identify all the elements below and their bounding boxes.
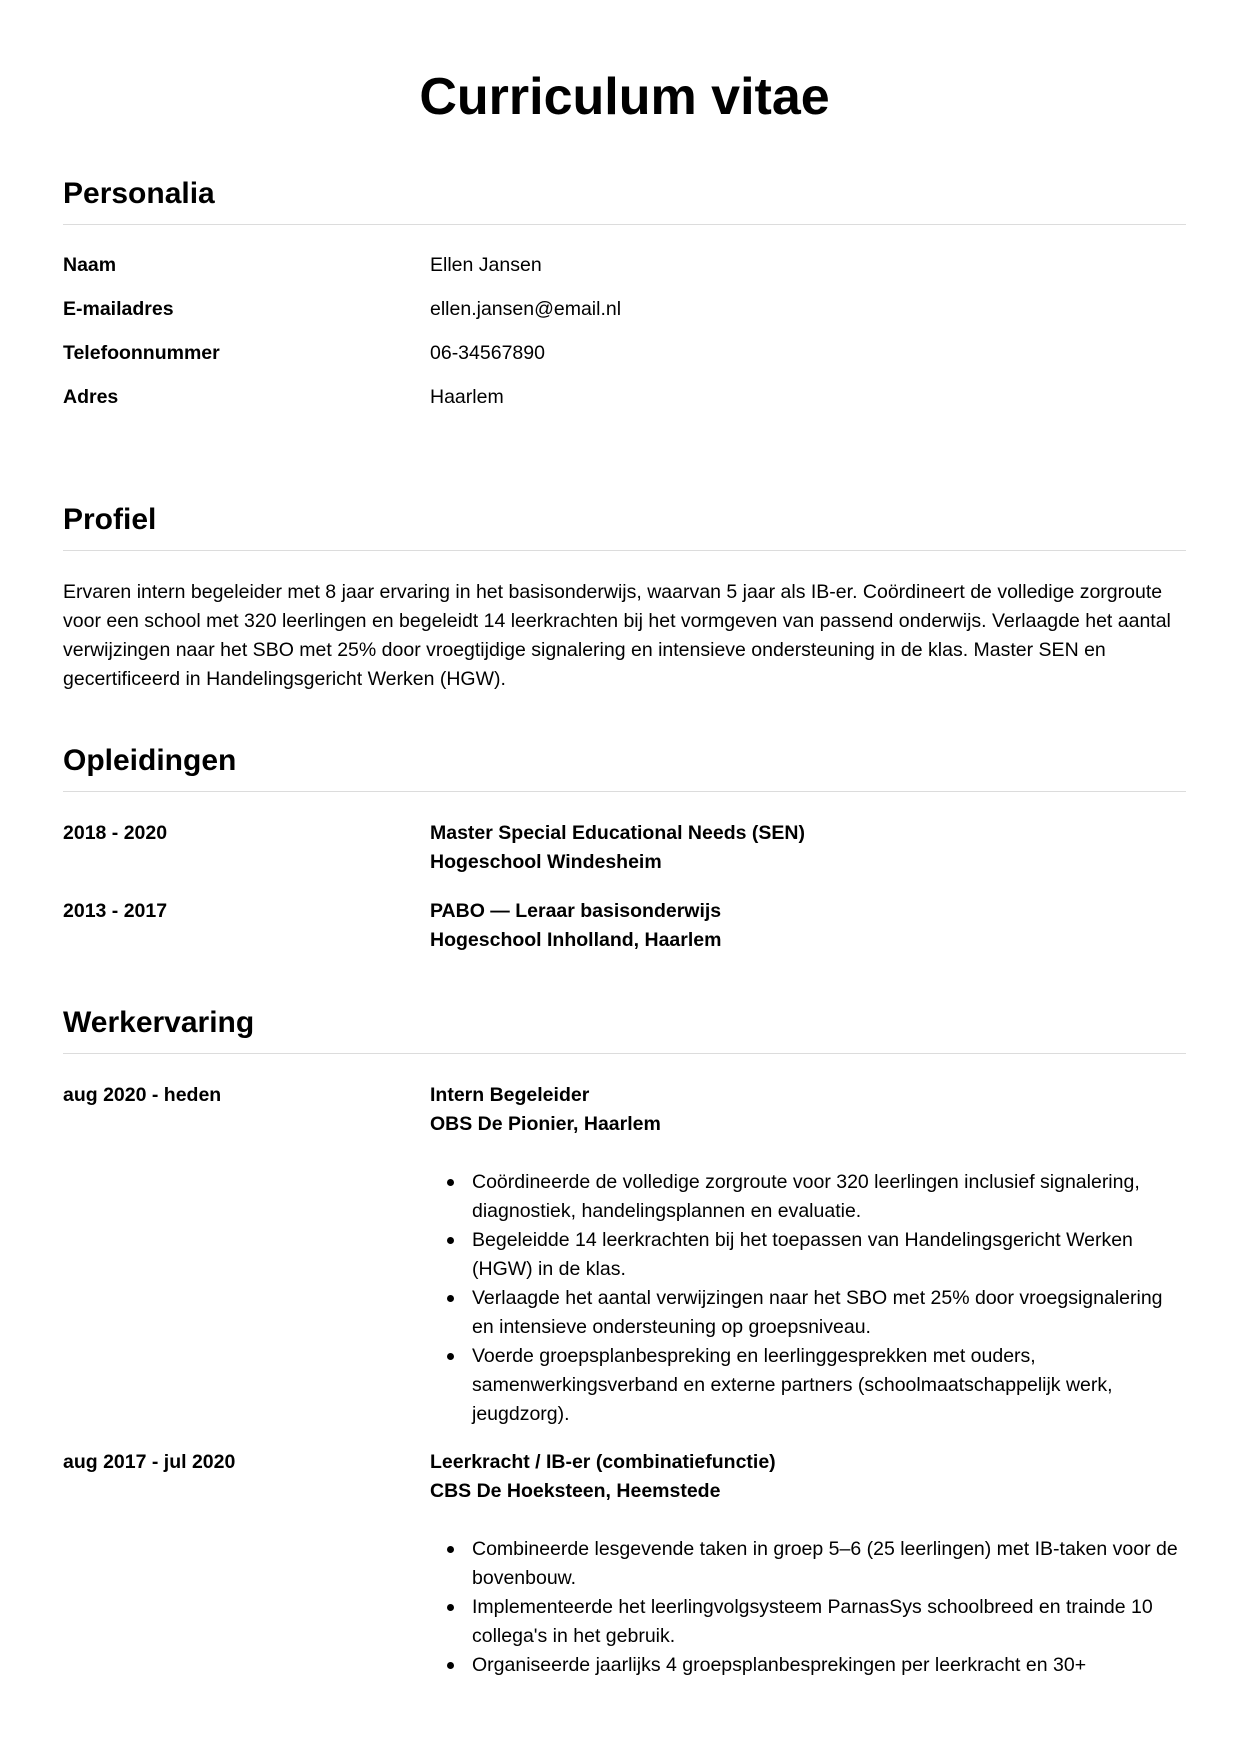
- field-label: Adres: [63, 386, 119, 408]
- personalia-row-telefoon: [63, 339, 1186, 383]
- bullet-text: Verlaagde het aantal verwijzingen naar het SBO met 25% door vroegsignalering en intensieve ondersteuning op groepsniveau.: [472, 1287, 1163, 1338]
- list-item: [430, 1226, 1186, 1284]
- job-title: Leerkracht / IB-er (combinatiefunctie): [430, 1451, 776, 1473]
- field-value: ellen.jansen@email.nl: [430, 298, 622, 320]
- profile-summary: Ervaren intern begeleider met 8 jaar ervaring in het basisonderwijs, waarvan 5 jaar als IB-er. Coördineert de volledige zorgroute voor een school met 320 leerlingen en begeleidt 14 leerkrachten bij het vormgeven van passend onderwijs. Verlaagde het aantal verwijzingen naar het SBO met 25% door vroegtijdige signalering en intensieve ondersteuning in de klas. Master SEN en gecertificeerd in Handelingsgericht Werken (HGW).: [63, 581, 1171, 690]
- section-werkervaring: [63, 1005, 1186, 1680]
- field-label: Naam: [63, 254, 117, 276]
- work-bullet-list: [430, 1168, 1186, 1429]
- list-item: [430, 1651, 1186, 1680]
- field-value: 06-34567890: [430, 342, 545, 364]
- list-item: [430, 1535, 1186, 1593]
- education-entry: [63, 897, 1186, 955]
- bullet-icon: [447, 1295, 454, 1302]
- education-entry: [63, 819, 1186, 897]
- bullet-text: Coördineerde de volledige zorgroute voor 320 leerlingen inclusief signalering, diagnostiek, handelingsplannen en evaluatie.: [472, 1171, 1140, 1222]
- section-profiel: [63, 502, 1186, 694]
- section-heading-opleidingen: Opleidingen: [63, 744, 237, 777]
- job-title: Intern Begeleider: [430, 1084, 590, 1106]
- list-item: [430, 1342, 1186, 1429]
- work-period: aug 2020 - heden: [63, 1084, 222, 1106]
- field-value: Haarlem: [430, 386, 504, 408]
- employer: OBS De Pionier, Haarlem: [430, 1113, 661, 1135]
- personalia-row-adres: [63, 383, 1186, 427]
- document-title: Curriculum vitae: [419, 68, 830, 126]
- bullet-icon: [447, 1662, 454, 1669]
- section-heading-personalia: Personalia: [63, 177, 215, 210]
- bullet-text: Implementeerde het leerlingvolgsysteem ParnasSys schoolbreed en trainde 10 collega's in het gebruik.: [472, 1596, 1153, 1647]
- education-institution: Hogeschool Windesheim: [430, 851, 662, 873]
- education-title: PABO — Leraar basisonderwijs: [430, 900, 722, 922]
- list-item: [430, 1168, 1186, 1226]
- field-value: Ellen Jansen: [430, 254, 542, 276]
- education-institution: Hogeschool Inholland, Haarlem: [430, 929, 722, 951]
- list-item: [430, 1593, 1186, 1651]
- work-entry: [63, 1081, 1186, 1448]
- education-title: Master Special Educational Needs (SEN): [430, 822, 805, 844]
- personalia-row-naam: [63, 251, 1186, 295]
- work-bullet-list: [430, 1535, 1186, 1680]
- work-entry: [63, 1448, 1186, 1680]
- bullet-icon: [447, 1546, 454, 1553]
- section-heading-profiel: Profiel: [63, 503, 157, 536]
- list-item: [430, 1284, 1186, 1342]
- bullet-text: Begeleidde 14 leerkrachten bij het toepassen van Handelingsgericht Werken (HGW) in de klas.: [472, 1229, 1133, 1280]
- education-period: 2018 - 2020: [63, 822, 168, 844]
- section-personalia: [63, 176, 1186, 427]
- bullet-icon: [447, 1179, 454, 1186]
- bullet-icon: [447, 1604, 454, 1611]
- education-period: 2013 - 2017: [63, 900, 168, 922]
- bullet-text: Organiseerde jaarlijks 4 groepsplanbesprekingen per leerkracht en 30+: [472, 1654, 1087, 1676]
- section-opleidingen: [63, 743, 1186, 955]
- section-heading-werkervaring: Werkervaring: [63, 1006, 255, 1039]
- field-label: E-mailadres: [63, 298, 174, 320]
- bullet-text: Combineerde lesgevende taken in groep 5–6 (25 leerlingen) met IB-taken voor de bovenbouw.: [472, 1538, 1178, 1589]
- bullet-icon: [447, 1353, 454, 1360]
- personalia-row-email: [63, 295, 1186, 339]
- bullet-icon: [447, 1237, 454, 1244]
- bullet-text: Voerde groepsplanbespreking en leerlinggesprekken met ouders, samenwerkingsverband en externe partners (schoolmaatschappelijk werk, jeugdzorg).: [472, 1345, 1113, 1425]
- employer: CBS De Hoeksteen, Heemstede: [430, 1480, 721, 1502]
- field-label: Telefoonnummer: [63, 342, 220, 364]
- work-period: aug 2017 - jul 2020: [63, 1451, 236, 1473]
